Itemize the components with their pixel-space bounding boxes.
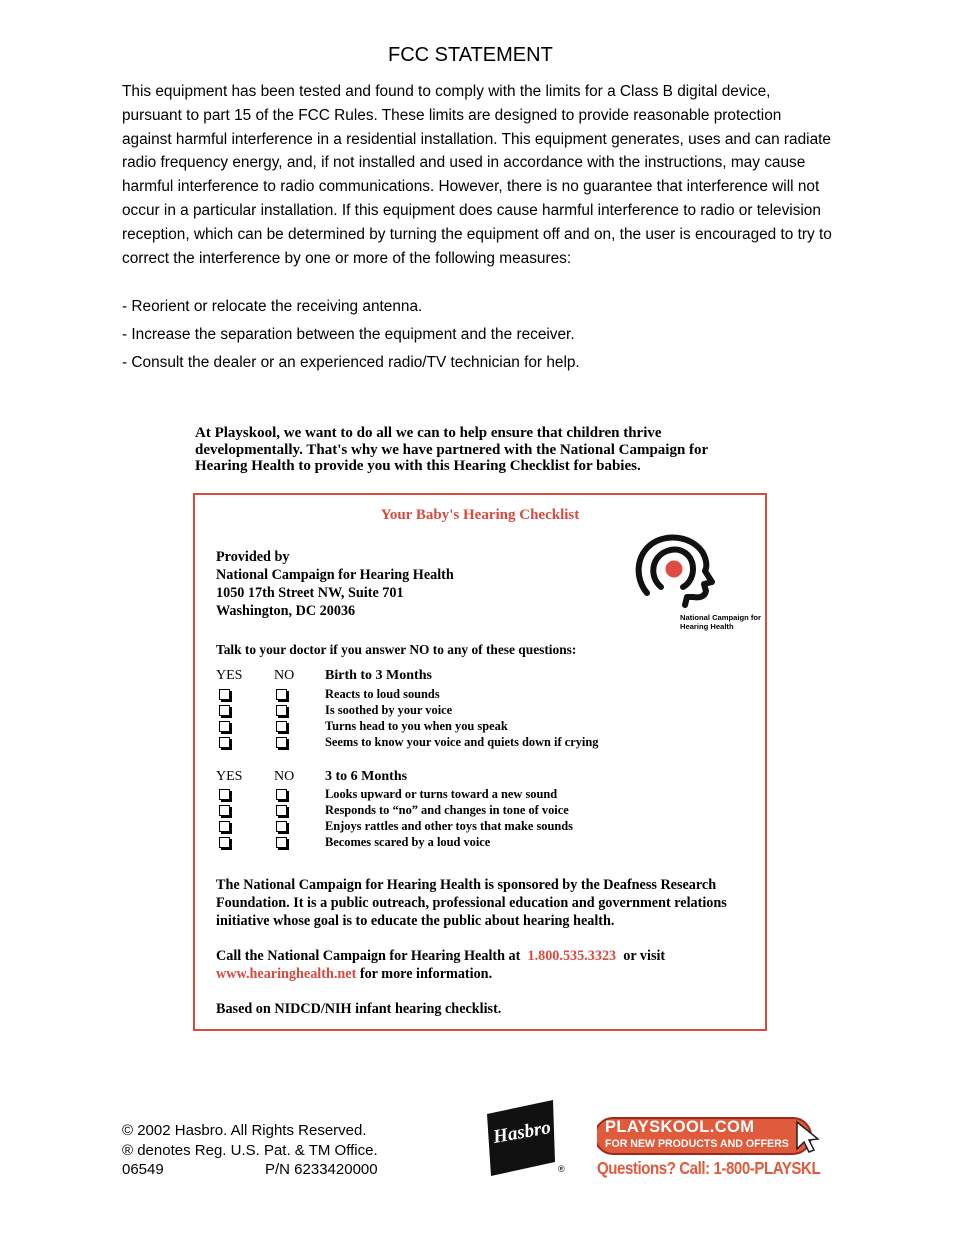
provider-line: Washington, DC 20036	[216, 603, 356, 619]
call-prefix: Call the National Campaign for Hearing Health at	[216, 948, 521, 964]
no-header: NO	[274, 668, 295, 683]
checklist-basis: Based on NIDCD/NIH infant hearing checklist.	[216, 1001, 502, 1017]
fcc-body: This equipment has been tested and found to comply with the limits for a Class B digital device, pursuant to part 15 of the FCC Rules. These limits are designed to provide reasonable protection against harmful interference in a residential installation. This equipment generates, uses and can radiate radio frequency energy, and, if not installed and used in accordance with the instructions, may cause harmful interference to radio communications. However, there is no guarantee that interference will not occur in a particular installation. If this equipment does cause harmful interference to radio or television reception, which can be determined by turning the equipment off and on, the user is encouraged to try to correct the interference by one or more of the following measures:	[122, 83, 832, 267]
yes-checkbox[interactable]	[219, 789, 230, 800]
contact-paragraph	[216, 947, 761, 983]
playskool-tagline: FOR NEW PRODUCTS AND OFFERS	[605, 1138, 789, 1150]
yes-checkbox[interactable]	[219, 721, 230, 732]
no-checkbox[interactable]	[276, 805, 287, 816]
call-middle: or visit	[623, 948, 666, 964]
checklist-item: Turns head to you when you speak	[325, 719, 508, 733]
no-checkbox[interactable]	[276, 705, 287, 716]
yes-header: YES	[216, 668, 243, 683]
checklist-item: Seems to know your voice and quiets down if crying	[325, 735, 599, 749]
yes-checkbox[interactable]	[219, 805, 230, 816]
yes-checkbox[interactable]	[219, 821, 230, 832]
provider-address	[216, 548, 454, 620]
registered-mark: ®	[558, 1164, 565, 1174]
logo-text-line: Hearing Health	[680, 622, 734, 631]
no-checkbox[interactable]	[276, 837, 287, 848]
section-heading-3-6m: 3 to 6 Months	[325, 769, 408, 784]
fcc-title: FCC STATEMENT	[388, 44, 553, 66]
no-checkbox[interactable]	[276, 721, 287, 732]
yes-checkbox[interactable]	[219, 689, 230, 700]
no-checkbox[interactable]	[276, 737, 287, 748]
no-header: NO	[274, 769, 295, 784]
footer-legal	[122, 1121, 378, 1180]
playskool-url[interactable]: PLAYSKOOL.COM	[605, 1118, 755, 1136]
yes-header: YES	[216, 769, 243, 784]
checklist-title: Your Baby's Hearing Checklist	[380, 507, 580, 523]
hearing-health-logo-text	[680, 613, 761, 631]
checklist-item: Responds to “no” and changes in tone of voice	[325, 803, 569, 817]
part-number: P/N 6233420000	[265, 1161, 378, 1178]
fcc-measure: - Consult the dealer or an experienced radio/TV technician for help.	[122, 354, 580, 371]
fcc-measure: - Reorient or relocate the receiving antenna.	[122, 298, 423, 315]
no-checkbox[interactable]	[276, 821, 287, 832]
doctor-instruction: Talk to your doctor if you answer NO to any of these questions:	[216, 642, 577, 657]
no-checkbox[interactable]	[276, 689, 287, 700]
logo-text-line: National Campaign for	[680, 613, 762, 622]
yes-checkbox[interactable]	[219, 705, 230, 716]
hasbro-logo	[485, 1100, 557, 1176]
call-suffix: for more information.	[359, 966, 493, 982]
playskool-intro: At Playskool, we want to do all we can to help ensure that children thrive developmentally. That's why we have partnered with the National Campaign for Hearing Health to provide you with this Hearing Checklist for babies.	[195, 425, 708, 474]
checklist-item: Looks upward or turns toward a new sound	[325, 787, 558, 801]
checklist-item: Becomes scared by a loud voice	[325, 835, 491, 849]
no-checkbox[interactable]	[276, 789, 287, 800]
provider-line: Provided by	[216, 549, 290, 565]
trademark-line: ® denotes Reg. U.S. Pat. & TM Office.	[122, 1141, 378, 1159]
copyright-line: © 2002 Hasbro. All Rights Reserved.	[122, 1122, 367, 1139]
provider-line: National Campaign for Hearing Health	[216, 567, 454, 583]
part-number-line	[122, 1160, 378, 1180]
yes-checkbox[interactable]	[219, 737, 230, 748]
sponsor-paragraph: The National Campaign for Hearing Health is sponsored by the Deafness Research Foundation. It is a public outreach, professional education and government relations initiative whose goal is to educate the public about hearing health.	[216, 877, 727, 929]
playskool-badge[interactable]	[597, 1116, 823, 1156]
hearing-health-logo-icon	[635, 533, 715, 609]
phone-number[interactable]: 1.800.535.3323	[527, 948, 617, 964]
fcc-measure: - Increase the separation between the equipment and the receiver.	[122, 326, 575, 343]
checklist-item: Is soothed by your voice	[325, 703, 453, 717]
checklist-item: Enjoys rattles and other toys that make sounds	[325, 819, 573, 833]
yes-checkbox[interactable]	[219, 837, 230, 848]
hearing-checklist	[193, 493, 767, 1031]
questions-phone: Questions? Call: 1-800-PLAYSKL	[597, 1158, 821, 1178]
checklist-item: Reacts to loud sounds	[325, 687, 440, 701]
provider-line: 1050 17th Street NW, Suite 701	[216, 585, 404, 601]
hasbro-wordmark: Hasbro	[491, 1117, 553, 1148]
product-code: 06549	[122, 1161, 164, 1178]
website-link[interactable]: www.hearinghealth.net	[216, 966, 357, 982]
section-heading-birth-3m: Birth to 3 Months	[325, 668, 432, 683]
